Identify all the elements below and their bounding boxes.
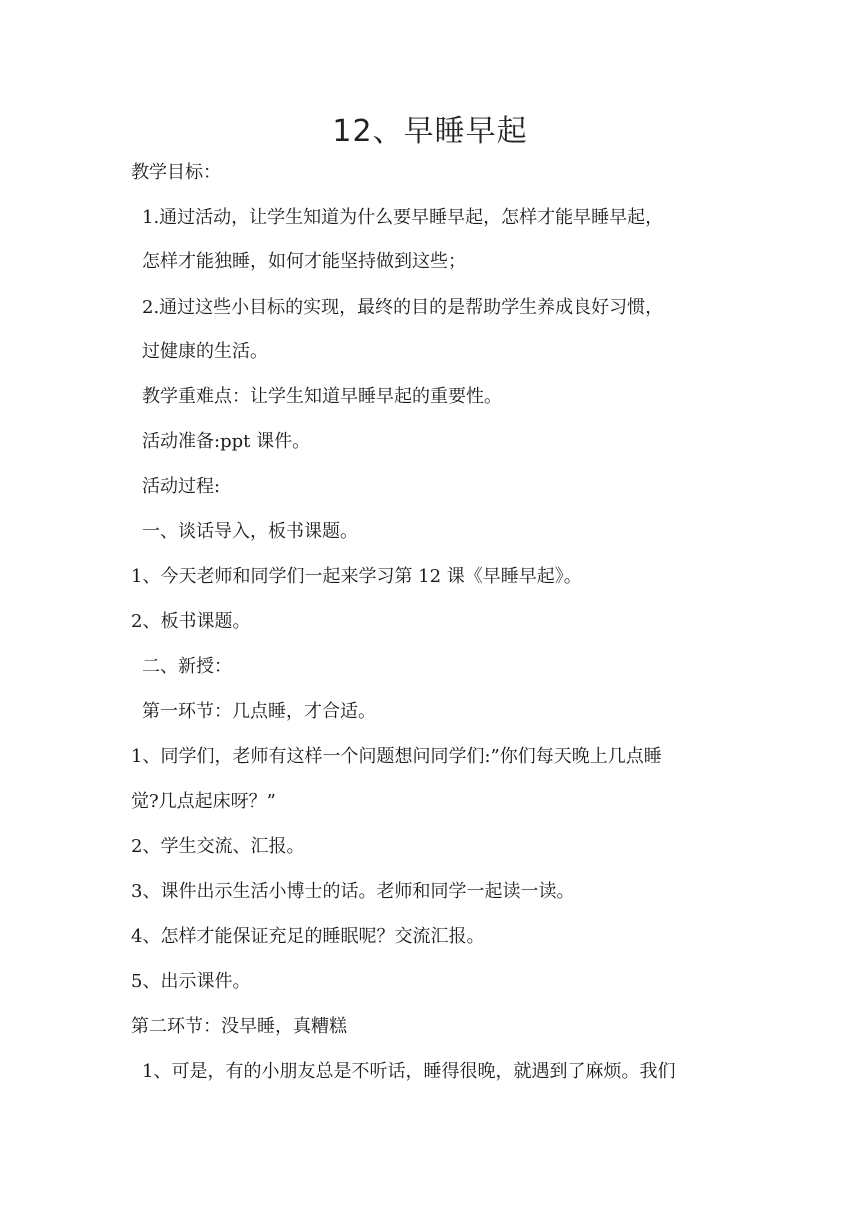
text-line: 觉?几点起床呀？” <box>131 791 276 812</box>
text-line: 过健康的生活。 <box>142 341 268 362</box>
text-line: 1、同学们，老师有这样一个问题想问同学们:”你们每天晚上几点睡 <box>131 746 662 767</box>
text-line: 2、学生交流、汇报。 <box>131 836 305 857</box>
text-line: 第二环节：没早睡，真糟糕 <box>131 1016 347 1037</box>
text-line: 4、怎样才能保证充足的睡眠呢？交流汇报。 <box>131 926 485 947</box>
text-line: 一、谈话导入，板书课题。 <box>142 521 358 542</box>
text-line: 5、出示课件。 <box>131 971 251 992</box>
text-line: 2、板书课题。 <box>131 611 251 632</box>
document-title: 12、早睡早起 <box>332 114 528 149</box>
text-line: 1、可是，有的小朋友总是不听话，睡得很晚，就遇到了麻烦。我们 <box>142 1061 676 1082</box>
text-line: 二、新授： <box>142 656 232 677</box>
text-line: 2.通过这些小目标的实现，最终的目的是帮助学生养成良好习惯， <box>142 297 664 318</box>
text-line: 活动准备:ppt 课件。 <box>142 431 311 452</box>
text-line: 第一环节：几点睡，才合适。 <box>142 701 376 722</box>
text-line: 1.通过活动，让学生知道为什么要早睡早起，怎样才能早睡早起， <box>142 207 664 228</box>
text-line: 教学目标： <box>131 162 221 183</box>
text-line: 1、今天老师和同学们一起来学习第 12 课《早睡早起》。 <box>131 566 582 587</box>
text-line: 3、课件出示生活小博士的话。老师和同学一起读一读。 <box>131 881 575 902</box>
text-line: 怎样才能独睡，如何才能坚持做到这些； <box>142 251 466 272</box>
text-line: 活动过程: <box>142 476 221 497</box>
text-line: 教学重难点：让学生知道早睡早起的重要性。 <box>142 386 502 407</box>
